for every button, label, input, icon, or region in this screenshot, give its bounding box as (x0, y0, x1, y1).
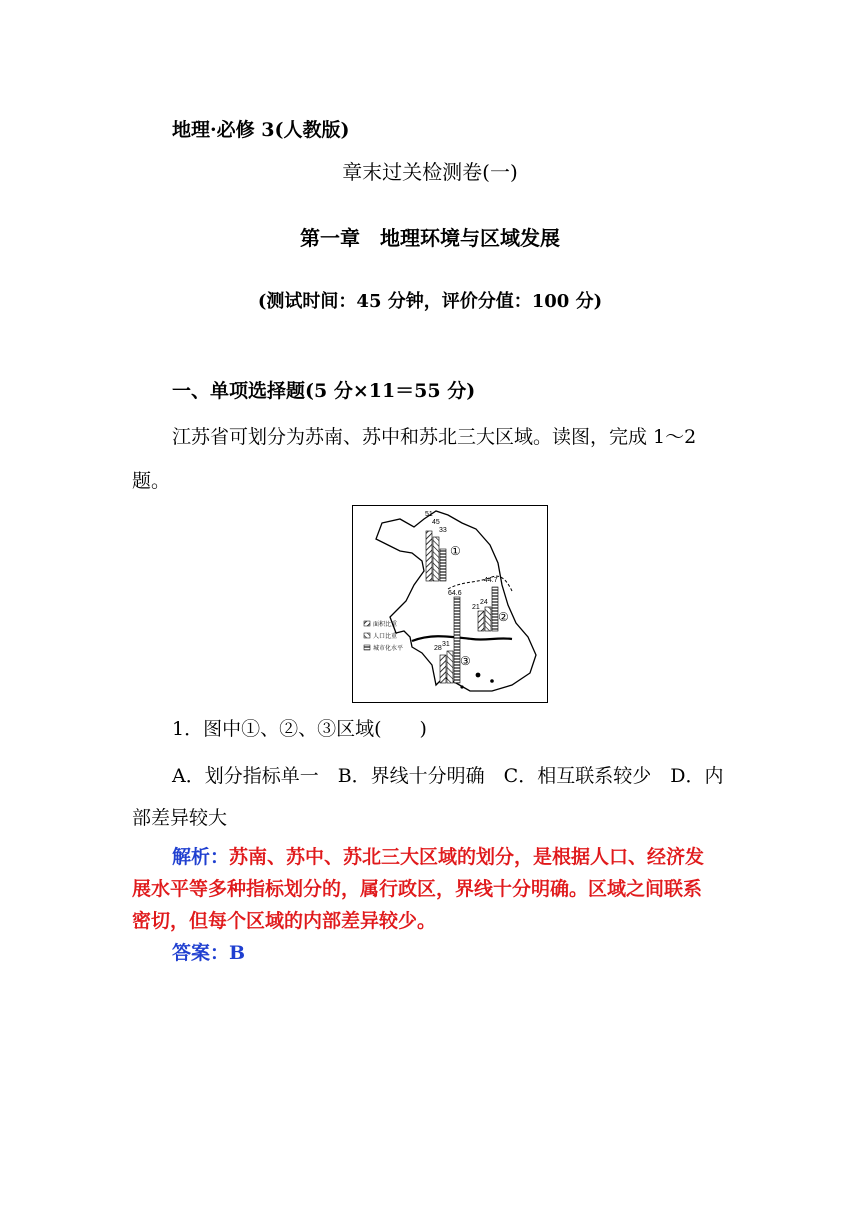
answer-label: 答案： (172, 942, 230, 964)
analysis-line-2: 展水平等多种指标划分的，属行政区，界线十分明确。区域之间联系 (132, 878, 703, 900)
question-1-options-line-1: A．划分指标单一 B．界线十分明确 C．相互联系较少 D．内 (172, 765, 724, 787)
region-2-marker: ② (498, 610, 509, 624)
region-3-marker: ③ (460, 654, 471, 668)
time-note: (测试时间：45 分钟，评价分值：100 分) (257, 291, 603, 312)
legend-urbanization: 城市化水平 (373, 645, 404, 652)
region-3-value-1: 28 (434, 645, 442, 652)
legend-population-share: 人口比重 (373, 633, 398, 640)
legend-area-share: 面积比重 (373, 621, 398, 628)
jiangsu-region-map (352, 505, 548, 703)
region-1-value-1: 51 (425, 511, 433, 518)
answer-value: B (229, 942, 246, 964)
analysis-line-3: 密切，但每个区域的内部差异较少。 (132, 910, 437, 932)
region-2-value-1: 21 (472, 604, 480, 611)
question-1-stem: 1．图中①、②、③区域( ) (172, 718, 427, 740)
section-heading: 一、单项选择题(5 分×11＝55 分) (172, 380, 476, 402)
chapter-title: 第一章 地理环境与区域发展 (300, 226, 560, 250)
region-2-value-3: 44.7 (484, 577, 498, 584)
region-1-value-2: 45 (432, 519, 440, 526)
analysis-text-1: 苏南、苏中、苏北三大区域的划分，是根据人口、经济发 (229, 846, 705, 868)
page-title: 章末过关检测卷(一) (342, 160, 518, 184)
question-1-options-line-2: 部差异较大 (132, 807, 228, 829)
region-1-value-3: 33 (439, 527, 447, 534)
region-3-value-3: 64.6 (448, 590, 462, 597)
region-1-marker: ① (450, 544, 461, 558)
analysis-label: 解析： (172, 846, 230, 868)
intro-line-1: 江苏省可划分为苏南、苏中和苏北三大区域。读图，完成 1～2 (172, 426, 697, 448)
region-2-value-2: 24 (480, 599, 488, 606)
intro-line-2: 题。 (132, 470, 171, 492)
analysis-line-1 (172, 845, 704, 869)
answer-line (172, 941, 245, 965)
region-3-value-2: 31 (442, 641, 450, 648)
subject-header: 地理·必修 3(人教版) (172, 119, 350, 141)
